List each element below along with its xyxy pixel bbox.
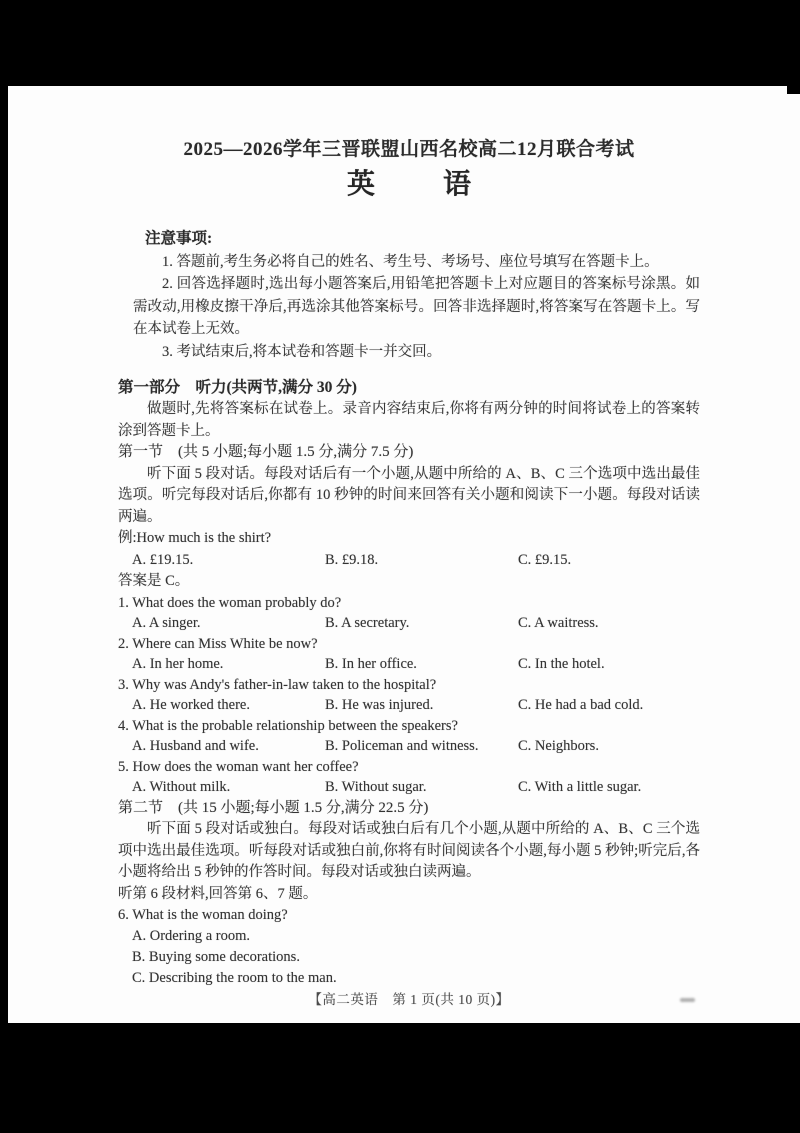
option-a: A. Without milk. bbox=[132, 779, 231, 795]
question-5: 5. How does the woman want her coffee? bbox=[118, 758, 359, 775]
question-6-option-b: B. Buying some decorations. bbox=[132, 949, 300, 965]
exam-title: 2025—2026学年三晋联盟山西名校高二12月联合考试 bbox=[183, 139, 635, 160]
question-1-options bbox=[118, 613, 700, 634]
option-a: A. A singer. bbox=[132, 615, 201, 631]
example-prompt: 例:How much is the shirt? bbox=[118, 530, 272, 546]
section2-heading: 第二节 (共 15 小题;每小题 1.5 分,满分 22.5 分) bbox=[118, 799, 429, 816]
option-c: C. He had a bad cold. bbox=[518, 697, 644, 713]
notice-heading: 注意事项: bbox=[145, 230, 213, 247]
option-b: B. In her office. bbox=[325, 656, 417, 672]
exam-content bbox=[8, 86, 800, 1009]
question-2: 2. Where can Miss White be now? bbox=[118, 635, 318, 652]
question-6-option-a: A. Ordering a room. bbox=[132, 928, 250, 944]
option-a: A. Husband and wife. bbox=[132, 738, 259, 754]
example-option-a: A. £19.15. bbox=[132, 551, 194, 568]
question-list bbox=[118, 593, 700, 798]
scan-artifact bbox=[680, 998, 695, 1002]
question-3-options bbox=[118, 695, 700, 716]
notice-item-3: 3. 考试结束后,将本试卷和答题卡一并交回。 bbox=[162, 343, 442, 360]
question-5-options bbox=[118, 777, 700, 798]
option-c: C. In the hotel. bbox=[518, 656, 605, 672]
section2-instructions: 听下面 5 段对话或独白。每段对话或独白后有几个小题,从题中所给的 A、B、C 三个选项中选出最佳选项。听每段对话或独白前,你将有时间阅读各个小题,每小题 5 秒钟;听完后,各小题将给出 5 秒钟的作答时间。每段对话或独白读两遍。 bbox=[118, 821, 700, 880]
scan-edge-notch bbox=[787, 85, 800, 94]
example-option-c: C. £9.15. bbox=[518, 551, 572, 568]
example-options-row bbox=[118, 550, 700, 572]
option-a: A. He worked there. bbox=[132, 697, 250, 713]
question-2-options bbox=[118, 654, 700, 675]
part1-intro: 做题时,先将答案标在试卷上。录音内容结束后,你将有两分钟的时间将试卷上的答案转涂到答题卡上。 bbox=[118, 401, 700, 439]
example-option-b: B. £9.18. bbox=[325, 551, 379, 568]
subject-title bbox=[118, 170, 700, 200]
question-4-options bbox=[118, 736, 700, 757]
option-b: B. He was injured. bbox=[325, 697, 434, 713]
question-3: 3. Why was Andy's father-in-law taken to the hospital? bbox=[118, 676, 437, 693]
example-answer: 答案是 C。 bbox=[118, 573, 190, 589]
option-b: B. Policeman and witness. bbox=[325, 738, 479, 754]
notice-section bbox=[118, 228, 700, 363]
notice-item-2: 2. 回答选择题时,选出每小题答案后,用铅笔把答题卡上对应题目的答案标号涂黑。如需改动,用橡皮擦干净后,再选涂其他答案标号。回答非选择题时,将答案写在答题卡上。写在本试卷上无效。 bbox=[133, 276, 700, 337]
option-c: C. A waitress. bbox=[518, 615, 599, 631]
subject-char-yu: 语 bbox=[443, 169, 472, 200]
option-c: C. Neighbors. bbox=[518, 738, 599, 754]
subject-char-ying: 英 bbox=[346, 169, 375, 200]
notice-item-1: 1. 答题前,考生务必将自己的姓名、考生号、考场号、座位号填写在答题卡上。 bbox=[162, 253, 659, 270]
question-1: 1. What does the woman probably do? bbox=[118, 594, 342, 611]
section1-instructions: 听下面 5 段对话。每段对话后有一个小题,从题中所给的 A、B、C 三个选项中选出最佳选项。听完每段对话后,你都有 10 秒钟的时间来回答有关小题和阅读下一小题。每段对话读两遍。 bbox=[118, 465, 700, 525]
question-6-option-c: C. Describing the room to the man. bbox=[132, 970, 337, 986]
option-b: B. Without sugar. bbox=[325, 779, 427, 795]
question-4: 4. What is the probable relationship between the speakers? bbox=[118, 717, 458, 734]
section2-material-note: 听第 6 段材料,回答第 6、7 题。 bbox=[118, 885, 318, 902]
part1-heading: 第一部分 听力(共两节,满分 30 分) bbox=[118, 379, 357, 396]
section1-heading: 第一节 (共 5 小题;每小题 1.5 分,满分 7.5 分) bbox=[118, 444, 414, 460]
option-c: C. With a little sugar. bbox=[518, 779, 642, 795]
question-6: 6. What is the woman doing? bbox=[118, 907, 288, 923]
option-a: A. In her home. bbox=[132, 656, 224, 672]
option-b: B. A secretary. bbox=[325, 615, 410, 631]
page-footer: 【高二英语 第 1 页(共 10 页)】 bbox=[308, 992, 510, 1007]
exam-paper-page bbox=[8, 86, 800, 1023]
question-6-block bbox=[118, 905, 700, 989]
